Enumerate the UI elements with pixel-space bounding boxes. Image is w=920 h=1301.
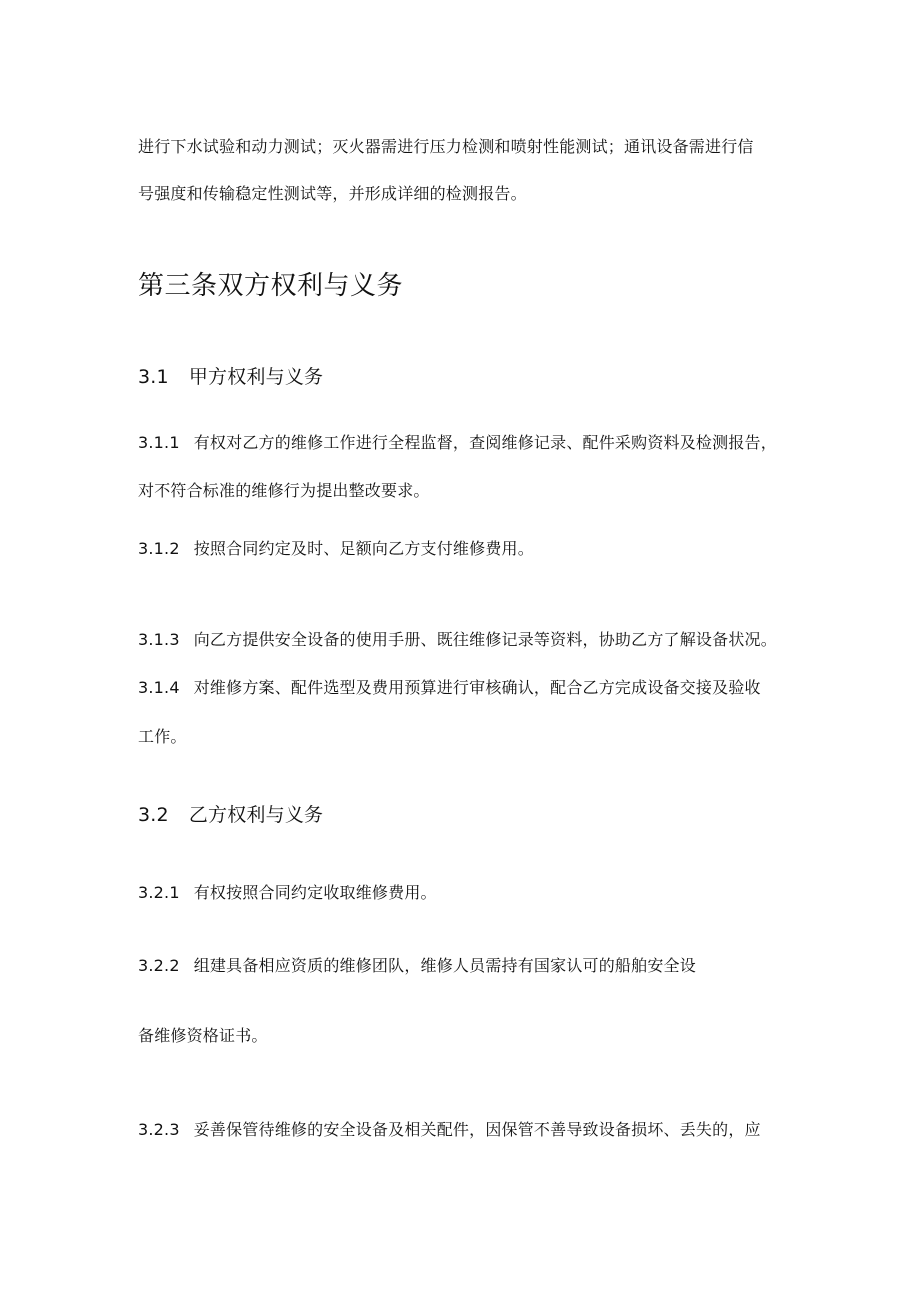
section-number: 3.1 — [138, 366, 169, 388]
clause-number: 3.1.2 — [138, 539, 180, 558]
article-title: 第三条双方权利与义务 — [138, 271, 404, 301]
clause-number: 3.1.1 — [138, 433, 180, 452]
section-3-1-heading — [138, 364, 323, 390]
clause-3-1-1 — [138, 432, 777, 454]
section-title: 甲方权利与义务 — [188, 366, 324, 388]
clause-3-1-4 — [138, 677, 761, 699]
clause-text: 组建具备相应资质的维修团队，维修人员需持有国家认可的船舶安全设 — [193, 956, 696, 975]
clause-3-1-1-continued: 对不符合标准的维修行为提出整改要求。 — [138, 481, 430, 500]
clause-3-1-4-continued: 工作。 — [138, 727, 187, 746]
clause-text: 有权对乙方的维修工作进行全程监督，查阅维修记录、配件采购资料及检测报告， — [193, 433, 777, 452]
section-number: 3.2 — [138, 804, 169, 826]
clause-number: 3.1.3 — [138, 630, 180, 649]
clause-3-2-2 — [138, 955, 696, 977]
clause-text: 有权按照合同约定收取维修费用。 — [193, 883, 437, 902]
section-title: 乙方权利与义务 — [188, 804, 324, 826]
clause-number: 3.2.3 — [138, 1120, 180, 1139]
clause-text: 对维修方案、配件选型及费用预算进行审核确认，配合乙方完成设备交接及验收 — [193, 678, 761, 697]
intro-line-1: 进行下水试验和动力测试；灭火器需进行压力检测和喷射性能测试；通讯设备需进行信 — [138, 137, 754, 156]
clause-3-1-3 — [138, 629, 777, 651]
intro-line-2: 号强度和传输稳定性测试等，并形成详细的检测报告。 — [138, 184, 527, 203]
clause-text: 向乙方提供安全设备的使用手册、既往维修记录等资料，协助乙方了解设备状况。 — [193, 630, 777, 649]
section-3-2-heading — [138, 802, 323, 828]
clause-3-2-1 — [138, 882, 437, 904]
clause-3-2-3 — [138, 1119, 761, 1141]
clause-number: 3.1.4 — [138, 678, 180, 697]
clause-text: 妥善保管待维修的安全设备及相关配件，因保管不善导致设备损坏、丢失的，应 — [193, 1120, 761, 1139]
clause-3-2-2-continued: 备维修资格证书。 — [138, 1026, 268, 1045]
clause-text: 按照合同约定及时、足额向乙方支付维修费用。 — [193, 539, 534, 558]
clause-number: 3.2.1 — [138, 883, 180, 902]
clause-number: 3.2.2 — [138, 956, 180, 975]
clause-3-1-2 — [138, 538, 534, 560]
